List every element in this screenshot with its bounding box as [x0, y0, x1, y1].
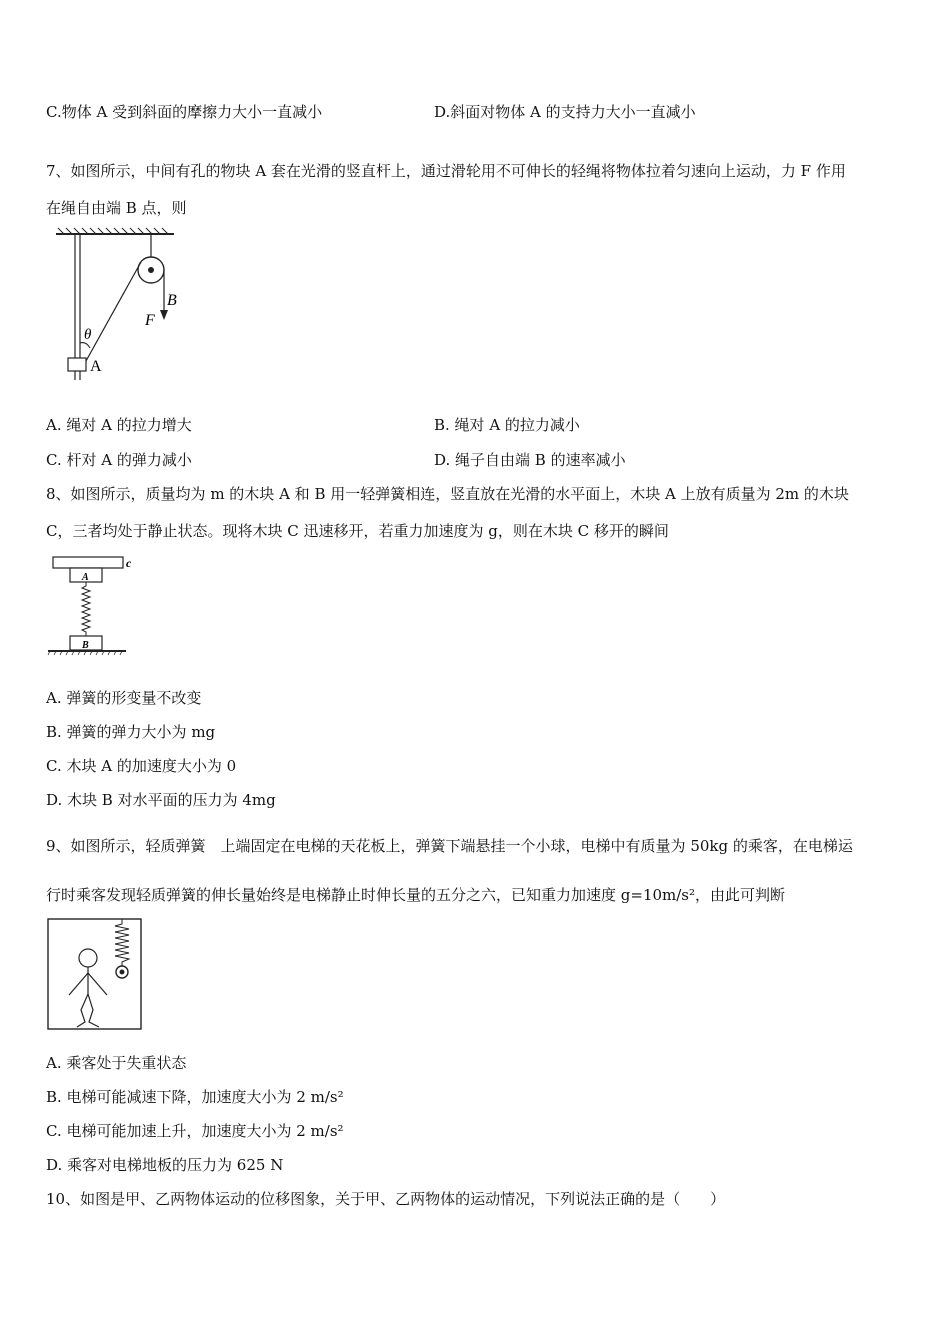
q7-option-c: C. 杆对 A 的弹力减小 — [46, 451, 192, 469]
q8-label-b: B — [82, 640, 89, 651]
q7-label-a: A — [90, 358, 102, 375]
q8-label-a: A — [82, 572, 89, 583]
q8-label-c: c — [126, 556, 132, 570]
q8-stem-line1: 8、如图所示，质量均为 m 的木块 A 和 B 用一轻弹簧相连，竖直放在光滑的水平面上，木块 A 上放有质量为 2m 的木块 — [46, 485, 849, 503]
q9-stem-line1: 9、如图所示，轻质弹簧 上端固定在电梯的天花板上，弹簧下端悬挂一个小球，电梯中有质量为 50kg 的乘客，在电梯运 — [46, 837, 853, 855]
q7-option-b: B. 绳对 A 的拉力减小 — [434, 416, 580, 434]
q8-stem-line2: C，三者均处于静止状态。现将木块 C 迅速移开，若重力加速度为 g，则在木块 C 移开的瞬间 — [46, 522, 669, 540]
q9-stem-line2: 行时乘客发现轻质弹簧的伸长量始终是电梯静止时伸长量的五分之六，已知重力加速度 g=10m/s²，由此可判断 — [46, 886, 786, 904]
q8-spring-blocks-figure — [48, 554, 144, 658]
q9-option-d: D. 乘客对电梯地板的压力为 625 N — [46, 1156, 284, 1174]
q7-option-a: A. 绳对 A 的拉力增大 — [46, 416, 192, 434]
q8-option-d: D. 木块 B 对水平面的压力为 4mg — [46, 791, 276, 809]
q7-pulley-figure — [44, 228, 184, 388]
q9-option-c: C. 电梯可能加速上升，加速度大小为 2 m/s² — [46, 1122, 344, 1140]
q10-stem-line1: 10、如图是甲、乙两物体运动的位移图象，关于甲、乙两物体的运动情况，下列说法正确的是（ ） — [46, 1190, 726, 1208]
q8-option-a: A. 弹簧的形变量不改变 — [46, 689, 202, 707]
q6-option-c: C.物体 A 受到斜面的摩擦力大小一直减小 — [46, 103, 323, 121]
q6-option-d: D.斜面对物体 A 的支持力大小一直减小 — [434, 103, 696, 121]
q7-stem-line2: 在绳自由端 B 点，则 — [46, 199, 187, 217]
q8-option-c: C. 木块 A 的加速度大小为 0 — [46, 757, 237, 775]
q9-option-b: B. 电梯可能减速下降，加速度大小为 2 m/s² — [46, 1088, 344, 1106]
q7-label-theta: θ — [84, 327, 92, 343]
q7-label-b: B — [167, 292, 177, 309]
q9-elevator-figure — [47, 918, 143, 1032]
q7-option-d: D. 绳子自由端 B 的速率减小 — [434, 451, 626, 469]
q8-option-b: B. 弹簧的弹力大小为 mg — [46, 723, 216, 741]
q7-stem-line1: 7、如图所示，中间有孔的物块 A 套在光滑的竖直杆上，通过滑轮用不可伸长的轻绳将物体拉着匀速向上运动，力 F 作用 — [46, 162, 846, 180]
q9-option-a: A. 乘客处于失重状态 — [46, 1054, 187, 1072]
q7-label-f: F — [145, 312, 155, 329]
